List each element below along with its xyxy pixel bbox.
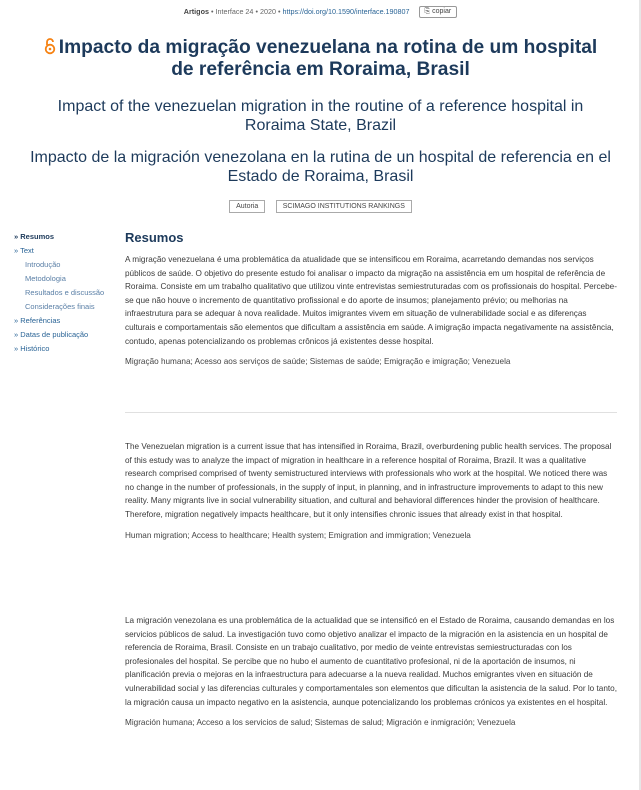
section-label: Artigos bbox=[183, 6, 209, 16]
section-divider bbox=[125, 412, 617, 413]
sidenav-item-consideracoes[interactable]: Considerações finais bbox=[25, 302, 95, 311]
sidenav-item-referencias[interactable]: » Referências bbox=[14, 316, 61, 325]
copy-label: copiar bbox=[432, 8, 452, 15]
year-label: 2020 bbox=[259, 6, 276, 16]
article-title-en: Impact of the venezuelan migration in the routine of a reference hospital in Roraima State, Brazil bbox=[57, 98, 584, 134]
scimago-tag[interactable]: SCIMAGO INSTITUTIONS RANKINGS bbox=[276, 200, 412, 213]
copy-icon: ⎘ bbox=[424, 8, 431, 15]
open-access-icon bbox=[44, 37, 56, 55]
resumos-heading: Resumos bbox=[125, 230, 184, 245]
sidenav-item-metodologia[interactable]: Metodologia bbox=[25, 274, 66, 283]
abstract-en-text: The Venezuelan migration is a current issue that has intensified in Roraima, Brazil, overburdening public health services. The proposal of this estudy was to analyze the impact of migration in healthcare in a reference hospital of Roraima, Brazil. It was a qualitative research comprised comprised of twenty semistructured interviews with professionals who work at the hospital. We noticed there was no change in the number of professionals, in the supply of input, in planning, and in infrastructure improvements to adapt to this new reality. Many migrants live in social vulnerability situation, and cultural and behavioral differences hinder the provision of healthcare. Therefore, migration negatively impacts healthcare, but it only intensifies chronic issues that already exist in that hospital. bbox=[125, 442, 612, 519]
article-sidenav bbox=[14, 230, 119, 356]
abstract-en bbox=[125, 440, 617, 542]
keywords-es: Migración humana; Acceso a los servicios de salud; Sistemas de salud; Migración e inmigración; Venezuela bbox=[125, 718, 516, 728]
abstract-es-text: La migración venezolana es una problemática de la actualidad que se intensificó en el Estado de Roraima, causando demandas en los servicios públicos de salud. La investigación tuvo como objetivo analizar el impacto de la migración en la asistencia en un hospital de referencia de Roraima, Brasil. Consiste en un trabajo cualitativo, por medio de veinte entrevistas semiestructuradas con los profesionales del hospital. Se percibe que no hubo el aumento de cuantitativo profesional, ni de la aportación de insumos, ni planificación previa o mejoras en la infraestructura para adecuarse a la nueva realidad. Muchos emigrantes viven en situación de vulnerabilidad social y las diferencias culturales y comportamentales son elementos que dificultan la asistencia de la salud. Por lo tanto, la migración causa un impacto negativo en la asistencia, aunque potencializando los problemas crónicos ya existentes en el hospital. bbox=[125, 616, 617, 707]
abstract-pt-text: A migração venezuelana é uma problemática da atualidade que se intensificou em Roraima, acarretando demandas nos serviços públicos de saúde. O objetivo do presente estudo foi analisar o impacto da migração na assistência em um hospital de referência de Roraima. Consiste em um trabalho qualitativo que utilizou vinte entrevistas semiestruturadas com os profissionais do hospital. Percebe-se que não houve o incremento de quantitativo profissional e do aporte de insumos; planejamento prévio; ou melhorias na infraestrutura para se adequar à nova realidade. Muitos imigrantes vivem em situação de vulnerabilidade social e as diferenças culturais e comportamentais são elementos que dificultam a assistência em saúde. A imigração impacta negativamente na assistência, contudo, apenas potencializando os problemas crônicos já existentes desse hospital. bbox=[125, 255, 617, 346]
copy-doi-button[interactable] bbox=[419, 6, 458, 18]
doi-link[interactable]: https://doi.org/10.1590/interface.190807 bbox=[282, 6, 410, 16]
sidenav-item-introducao[interactable]: Introdução bbox=[25, 260, 61, 269]
sidenav-item-resumos[interactable]: » Resumos bbox=[14, 232, 55, 241]
article-title-pt bbox=[40, 37, 601, 81]
sidenav-item-resultados[interactable]: Resultados e discussão bbox=[25, 288, 105, 297]
abstract-pt bbox=[125, 253, 617, 369]
keywords-en: Human migration; Access to healthcare; Health system; Emigration and immigration; Venezuela bbox=[125, 530, 471, 540]
article-title-es: Impacto de la migración venezolana en la rutina de un hospital de referencia en el Estado de Roraima, Brasil bbox=[30, 149, 611, 185]
autoria-tag[interactable]: Autoria bbox=[229, 200, 265, 213]
tag-row bbox=[0, 195, 641, 213]
journal-label: Interface 24 bbox=[215, 6, 254, 16]
sidenav-item-text[interactable]: » Text bbox=[14, 246, 34, 255]
article-meta: Artigos • Interface 24 • 2020 • https://doi.org/10.1590/interface.190807 ⎘ copiar bbox=[0, 6, 641, 18]
keywords-pt: Migração humana; Acesso aos serviços de saúde; Sistemas de saúde; Emigração e imigração; Venezuela bbox=[125, 357, 511, 367]
sidenav-item-historico[interactable]: » Histórico bbox=[14, 344, 50, 353]
abstract-es bbox=[125, 614, 617, 730]
title-pt-text: Impacto da migração venezuelana na rotina de um hospital de referência em Roraima, Brasil bbox=[58, 37, 598, 80]
sidenav-item-datas[interactable]: » Datas de publicação bbox=[14, 330, 89, 339]
